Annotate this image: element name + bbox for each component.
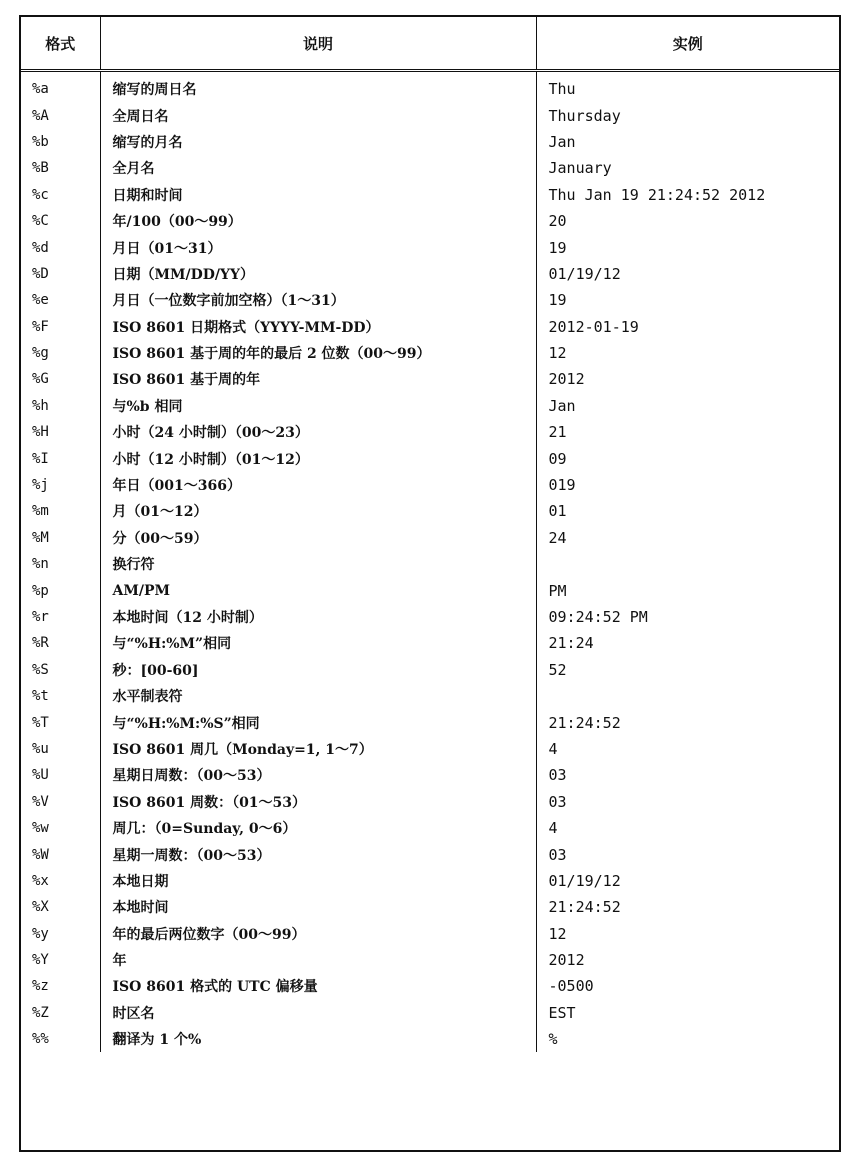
example-cell: 03 [536,841,839,867]
description-cell: 月日（一位数字前加空格）（1～31） [100,287,536,313]
example-cell: 01/19/12 [536,868,839,894]
example-cell [536,683,839,709]
description-cell: ISO 8601 周数：（01～53） [100,789,536,815]
example-cell: 4 [536,815,839,841]
table-body [21,71,839,1053]
format-specifier-cell: %A [32,107,49,124]
example-cell: 21:24 [536,630,839,656]
example-cell: 2012 [536,366,839,392]
format-specifier-cell: %r [32,609,49,625]
table-row [21,921,839,947]
table-row [21,419,839,445]
description-cell: 水平制表符 [100,683,536,709]
table-row [21,340,839,366]
table-row [21,947,839,973]
table-row [21,525,839,551]
example-cell: Jan [536,393,839,419]
example-cell: 2012 [536,947,839,973]
format-specifier-cell: %d [32,239,49,256]
header-format: 格式 [21,17,100,71]
table-row [21,393,839,419]
description-cell: 星期一周数：（00～53） [100,841,536,867]
description-cell: ISO 8601 格式的 UTC 偏移量 [100,973,536,999]
description-cell: 缩写的月名 [100,129,536,155]
table-header [21,17,839,71]
table-row [21,366,839,392]
table-row [21,630,839,656]
format-specifier-cell: %w [32,820,49,837]
description-cell: 日期和时间 [100,182,536,208]
description-cell: 小时（12 小时制）（01～12） [100,445,536,471]
format-specifier-cell: %G [32,371,49,388]
table-row [21,1000,839,1026]
example-cell: 03 [536,789,839,815]
example-cell: 21:24:52 [536,709,839,735]
description-cell: ISO 8601 周几（Monday=1, 1～7） [100,736,536,762]
table-row [21,841,839,867]
header-example: 实例 [536,17,839,71]
example-cell: PM [536,577,839,603]
table-row [21,314,839,340]
table-row [21,129,839,155]
header-row [21,17,839,71]
table-row [21,287,839,313]
format-specifier-cell: %X [32,899,49,916]
description-cell: 本地时间 [100,894,536,920]
example-cell: 20 [536,208,839,234]
example-cell: 21 [536,419,839,445]
table-row [21,683,839,709]
example-cell: EST [536,1000,839,1026]
description-cell: AM/PM [100,577,536,603]
format-specifier-cell: %e [32,292,49,309]
format-table [21,17,839,1052]
example-cell: Thu Jan 19 21:24:52 2012 [536,182,839,208]
example-cell: 019 [536,472,839,498]
example-cell: Thursday [536,102,839,128]
description-cell: 年的最后两位数字（00～99） [100,921,536,947]
format-specifier-cell: %F [32,318,49,335]
example-cell: 19 [536,234,839,260]
table-row [21,577,839,603]
format-specifier-cell: %H [32,424,49,441]
table-row [21,604,839,630]
description-cell: 月日（01～31） [100,234,536,260]
table-row [21,472,839,498]
table-row [21,709,839,735]
description-cell: 年 [100,947,536,973]
format-specifier-cell: %j [32,477,49,494]
example-cell: 01/19/12 [536,261,839,287]
format-specifier-cell: %p [32,582,49,599]
strftime-format-table [19,15,841,1152]
format-specifier-cell: %a [32,81,49,98]
example-cell [536,551,839,577]
table-row [21,973,839,999]
format-specifier-cell: %S [32,661,49,678]
format-specifier-cell: %m [32,503,49,520]
description-cell: 本地时间（12 小时制） [100,604,536,630]
format-specifier-cell: %b [32,133,49,150]
example-cell: % [536,1026,839,1052]
format-specifier-cell: %Z [32,1004,49,1021]
table-row [21,71,839,103]
format-specifier-cell: %U [32,767,49,784]
format-specifier-cell: %V [32,793,49,810]
example-cell: 12 [536,340,839,366]
description-cell: 与“%H:%M”相同 [100,630,536,656]
format-specifier-cell: %D [32,265,49,282]
format-specifier-cell: %y [32,925,49,942]
table-row [21,551,839,577]
description-cell: 翻译为 1 个% [100,1026,536,1052]
description-cell: 分（00～59） [100,525,536,551]
table-row [21,657,839,683]
table-row [21,1026,839,1052]
example-cell: 21:24:52 [536,894,839,920]
table-row [21,182,839,208]
format-specifier-cell: %M [32,529,49,546]
description-cell: 全月名 [100,155,536,181]
description-cell: 小时（24 小时制）（00～23） [100,419,536,445]
description-cell: 年/100（00～99） [100,208,536,234]
example-cell: January [536,155,839,181]
format-specifier-cell: %B [32,160,49,177]
description-cell: 换行符 [100,551,536,577]
description-cell: 时区名 [100,1000,536,1026]
table-row [21,789,839,815]
description-cell: 与%b 相同 [100,393,536,419]
format-specifier-cell: %z [32,978,49,995]
example-cell: 52 [536,657,839,683]
format-specifier-cell: %t [32,688,49,705]
table-row [21,736,839,762]
table-row [21,208,839,234]
description-cell: 月（01～12） [100,498,536,524]
description-cell: 周几：（0=Sunday, 0～6） [100,815,536,841]
format-specifier-cell: %% [32,1031,49,1048]
format-specifier-cell: %R [32,635,49,652]
example-cell: 2012-01-19 [536,314,839,340]
table-row [21,102,839,128]
example-cell: -0500 [536,973,839,999]
table-row [21,868,839,894]
table-row [21,261,839,287]
example-cell: 09:24:52 PM [536,604,839,630]
example-cell: 09 [536,445,839,471]
format-specifier-cell: %g [32,345,49,362]
format-specifier-cell: %u [32,740,49,757]
description-cell: 星期日周数：（00～53） [100,762,536,788]
format-specifier-cell: %h [32,397,49,414]
format-specifier-cell: %I [32,450,49,467]
description-cell: ISO 8601 基于周的年 [100,366,536,392]
description-cell: ISO 8601 日期格式（YYYY-MM-DD） [100,314,536,340]
description-cell: ISO 8601 基于周的年的最后 2 位数（00～99） [100,340,536,366]
example-cell: 03 [536,762,839,788]
description-cell: 与“%H:%M:%S”相同 [100,709,536,735]
table-row [21,445,839,471]
description-cell: 秒：[00-60] [100,657,536,683]
format-specifier-cell: %Y [32,952,49,969]
format-specifier-cell: %W [32,846,49,863]
example-cell: Thu [536,71,839,103]
table-row [21,815,839,841]
format-specifier-cell: %C [32,213,49,230]
format-specifier-cell: %n [32,556,49,573]
description-cell: 缩写的周日名 [100,71,536,103]
description-cell: 全周日名 [100,102,536,128]
format-specifier-cell: %T [32,714,49,731]
table-row [21,234,839,260]
example-cell: 01 [536,498,839,524]
format-specifier-cell: %c [32,186,49,203]
header-description: 说明 [100,17,536,71]
description-cell: 年日（001～366） [100,472,536,498]
example-cell: 4 [536,736,839,762]
example-cell: 19 [536,287,839,313]
table-row [21,762,839,788]
table-row [21,894,839,920]
example-cell: 12 [536,921,839,947]
example-cell: Jan [536,129,839,155]
table-row [21,498,839,524]
example-cell: 24 [536,525,839,551]
description-cell: 日期（MM/DD/YY） [100,261,536,287]
table-row [21,155,839,181]
format-specifier-cell: %x [32,872,49,889]
description-cell: 本地日期 [100,868,536,894]
